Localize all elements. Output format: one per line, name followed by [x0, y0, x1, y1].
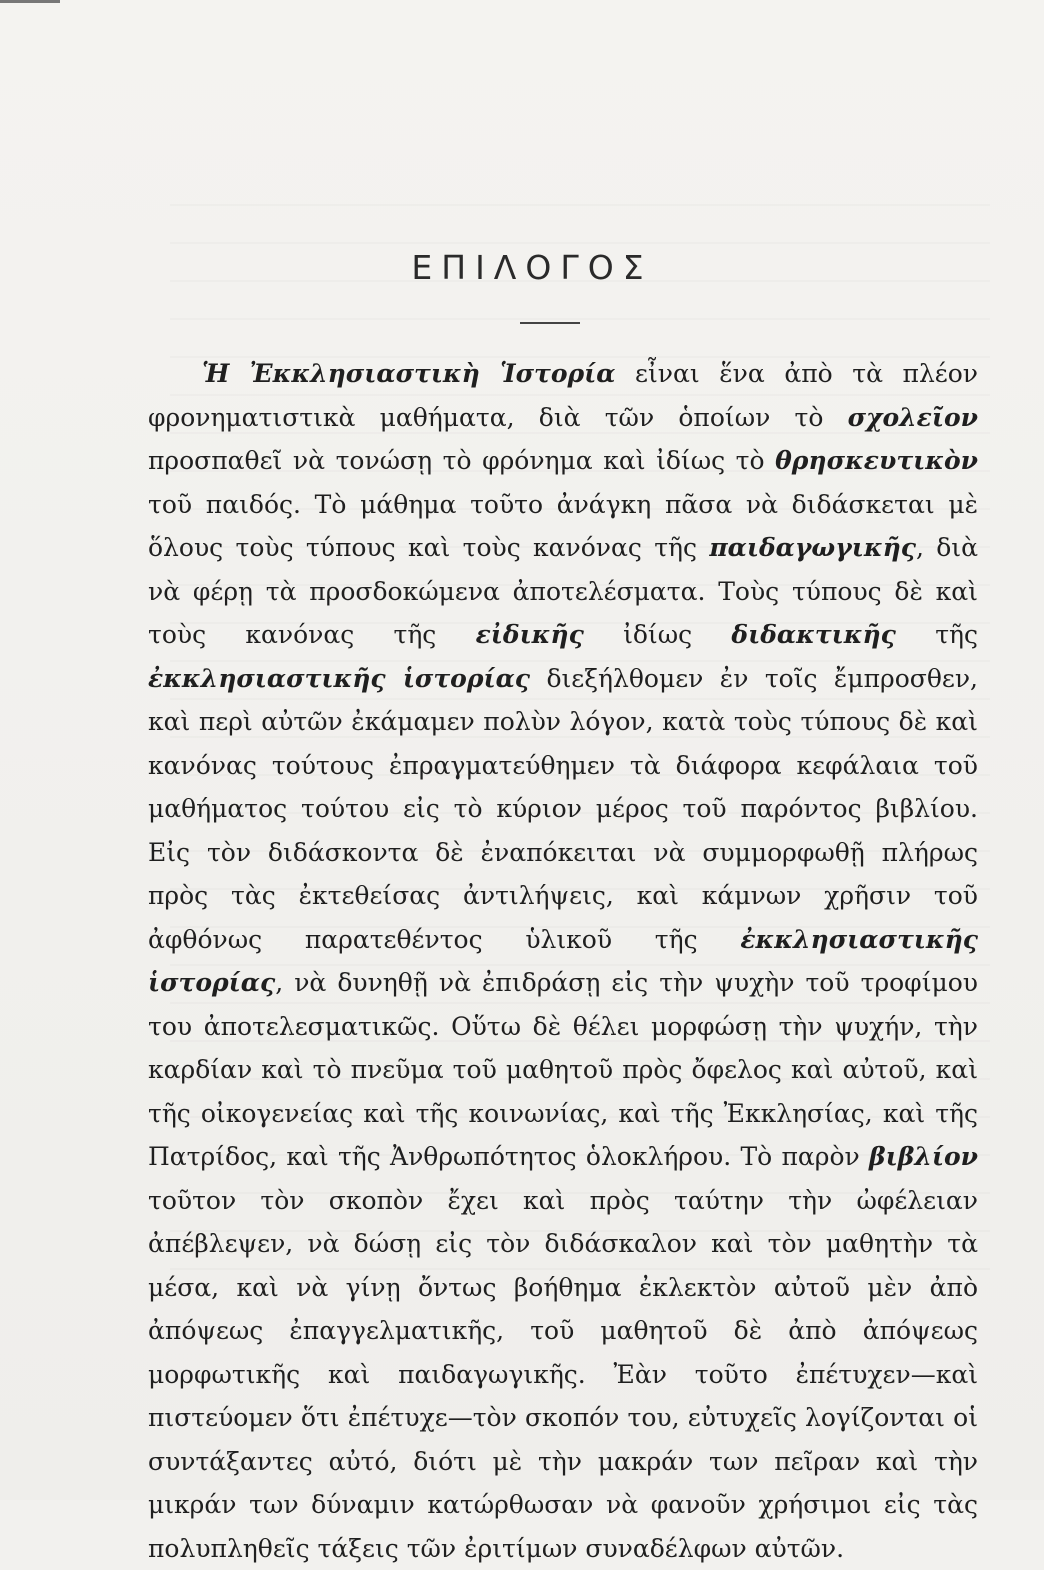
- title-divider: [520, 322, 580, 324]
- text-run: διεξήλθομεν ἐν τοῖς ἔμπροσθεν, καὶ περὶ αὐτῶν ἐκάμαμεν πολὺν λόγον, κατὰ τοὺς τύπους δὲ καὶ κανόνας τούτους ἐπραγματεύθημεν τὰ διάφορα κεφάλαια τοῦ μαθήματος τούτου εἰς τὸ κύριον μέρος τοῦ παρόντος βιβλίου. Εἰς τὸν διδάσκοντα δὲ ἐναπόκειται νὰ συμμορφωθῇ πλήρως πρὸς τὰς ἐκτεθείσας ἀντιλήψεις, καὶ κάμνων χρῆσιν τοῦ ἀφθόνως παρατεθέντος ὑλικοῦ τῆς: [148, 663, 978, 954]
- emphasized-term: βιβλίον: [869, 1142, 978, 1171]
- emphasized-term: θρησκευτικὸν: [775, 446, 978, 475]
- text-run: τῆς: [895, 620, 979, 649]
- emphasized-term: ἐκκλησιαστικῆς ἱστορίας: [148, 663, 531, 693]
- emphasized-term: παιδαγωγικῆς: [709, 533, 916, 562]
- text-run: , διὰ νὰ φέρῃ τὰ προσδοκώμενα ἀποτελέσματα. Τοὺς τύπους δὲ καὶ τοὺς κανόνας τῆς: [148, 533, 978, 649]
- text-run: τοῦ παιδός. Τὸ μάθημα τοῦτο ἀνάγκη πᾶσα νὰ διδάσκεται μὲ ὅλους τοὺς τύπους καὶ τοὺς κανόνας τῆς: [148, 489, 978, 562]
- text-run: εἶναι ἕνα ἀπὸ τὰ πλέον φρονηματιστικὰ μαθήματα, διὰ τῶν ὁποίων τὸ: [148, 359, 979, 432]
- text-run: προσπαθεῖ νὰ τονώσῃ τὸ φρόνημα καὶ ἰδίως τὸ: [148, 446, 776, 475]
- epilogue-paragraph: [148, 352, 979, 1563]
- scan-edge-mark: [0, 0, 60, 3]
- emphasized-term: διδακτικῆς: [731, 620, 896, 649]
- page-title: ΕΠΙΛΟΓΟΣ: [411, 248, 653, 287]
- emphasized-term: εἰδικῆς: [475, 620, 584, 649]
- text-run: τοῦτον τὸν σκοπὸν ἔχει καὶ πρὸς ταύτην τὴν ὠφέλειαν ἀπέβλεψεν, νὰ δώσῃ εἰς τὸν διδάσκαλον καὶ τὸν μαθητὴν τὰ μέσα, καὶ νὰ γίνῃ ὄντως βοήθημα ἐκλεκτὸν αὐτοῦ μὲν ἀπὸ ἀπόψεως ἐπαγγελματικῆς, τοῦ μαθητοῦ δὲ ἀπὸ ἀπόψεως μορφωτικῆς καὶ παιδαγωγικῆς. Ἐὰν τοῦτο ἐπέτυχεν—καὶ πιστεύομεν ὅτι ἐπέτυχε—τὸν σκοπόν του, εὐτυχεῖς λογίζονται οἱ συντάξαντες αὐτό, διότι μὲ τὴν μακράν των πεῖραν καὶ τὴν μικράν των δύναμιν κατώρθωσαν νὰ φανοῦν χρήσιμοι εἰς τὰς πολυπληθεῖς τάξεις τῶν ἐριτίμων συναδέλφων αὐτῶν.: [148, 1185, 978, 1563]
- text-run: , νὰ δυνηθῇ νὰ ἐπιδράσῃ εἰς τὴν ψυχὴν τοῦ τροφίμου του ἀποτελεσματικῶς. Οὕτω δὲ θέλει μορφώσῃ τὴν ψυχήν, τὴν καρδίαν καὶ τὸ πνεῦμα τοῦ μαθητοῦ πρὸς ὄφελος καὶ αὐτοῦ, καὶ τῆς οἰκογενείας καὶ τῆς κοινωνίας, καὶ τῆς Ἐκκλησίας, καὶ τῆς Πατρίδος, καὶ τῆς Ἀνθρωπότητος ὁλοκλήρου. Τὸ παρὸν: [148, 968, 978, 1171]
- emphasized-term: σχολεῖον: [847, 402, 978, 432]
- emphasized-term: ἐκκλησιαστικῆς ἱστορίας: [148, 924, 978, 997]
- text-run: ἰδίως: [583, 620, 732, 649]
- emphasized-term: Ἡ Ἐκκλησιαστικὴ Ἱστορία: [202, 359, 616, 388]
